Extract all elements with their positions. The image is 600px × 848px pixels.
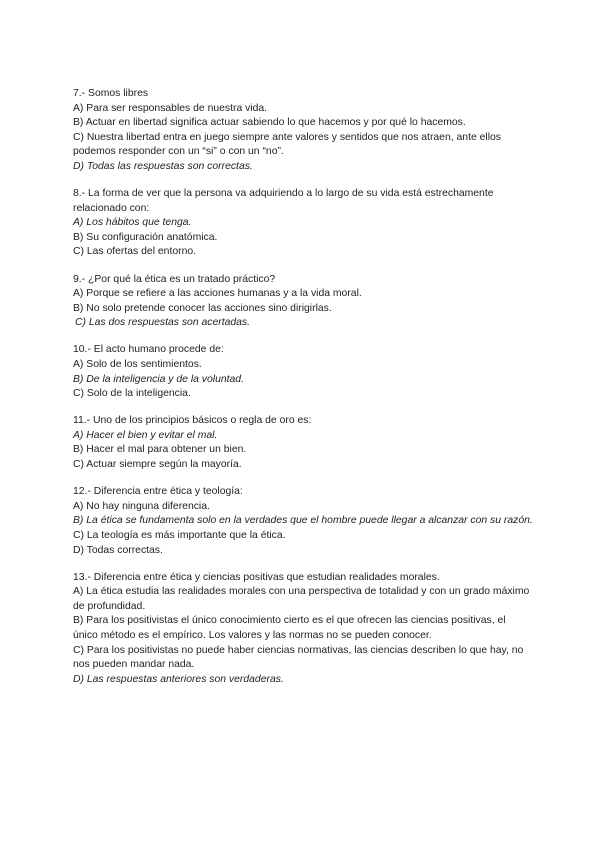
answer-option-a: A) No hay ninguna diferencia.: [73, 500, 210, 512]
answer-option-b: B) Para los positivistas el único conocimiento cierto es el que ofrecen las ciencias positivas, el único método es el empírico. Los valores y las normas no se pueden conocer.: [73, 615, 506, 641]
answer-option-a: A) La ética estudia las realidades morales con una perspectiva de totalidad y con un grado máximo de profundidad.: [73, 586, 530, 612]
question-title: 8.- La forma de ver que la persona va adquiriendo a lo largo de su vida está estrechamente relacionado con:: [73, 188, 494, 214]
answer-option-a: A) Solo de los sentimientos.: [73, 359, 202, 370]
answer-option-c: C) Solo de la inteligencia.: [73, 388, 191, 400]
answer-option-a: A) Para ser responsables de nuestra vida.: [73, 102, 268, 114]
answer-option-a-correct: A) Hacer el bien y evitar el mal.: [73, 429, 218, 441]
answer-option-c: C) Actuar siempre según la mayoría.: [73, 459, 242, 471]
question-11: [73, 414, 533, 472]
answer-option-c-correct: C) Las dos respuestas son acertadas.: [75, 317, 251, 329]
answer-option-c: C) Las ofertas del entorno.: [73, 246, 197, 258]
answer-option-a: A) Porque se refiere a las acciones humanas y a la vida moral.: [73, 288, 362, 300]
question-13: [73, 571, 533, 688]
answer-option-a-correct: A) Los hábitos que tenga.: [73, 217, 192, 229]
quiz-content: [73, 87, 533, 700]
question-8: [73, 187, 533, 260]
answer-option-b: B) No solo pretende conocer las acciones sino dirigirlas.: [73, 302, 332, 314]
answer-option-c: C) La teología es más importante que la ética.: [73, 529, 286, 541]
answer-option-b: B) Actuar en libertad significa actuar sabiendo lo que hacemos y por qué lo hacemos.: [73, 117, 466, 129]
answer-option-b-correct: B) De la inteligencia y de la voluntad.: [73, 373, 244, 385]
question-12: [73, 485, 533, 558]
question-9: [73, 273, 533, 331]
answer-option-d-correct: D) Las respuestas anteriores son verdaderas.: [73, 673, 284, 685]
answer-option-c: C) Nuestra libertad entra en juego siempre ante valores y sentidos que nos atraen, ante ellos podemos responder con un “si” o con un “no”.: [73, 131, 501, 158]
question-title: 11.- Uno de los principios básicos o regla de oro es:: [73, 415, 312, 427]
question-title: 7.- Somos libres: [73, 88, 149, 99]
answer-option-d-correct: D) Todas las respuestas son correctas.: [73, 160, 253, 172]
question-title: 12.- Diferencia entre ética y teología:: [73, 486, 243, 498]
answer-option-c: C) Para los positivistas no puede haber ciencias normativas, las ciencias describen lo que hay, no nos pueden mandar nada.: [73, 644, 524, 671]
question-title: 9.- ¿Por qué la ética es un tratado práctico?: [73, 273, 276, 285]
question-7: [73, 87, 533, 175]
question-title: 13.- Diferencia entre ética y ciencias positivas que estudian realidades morales.: [73, 571, 440, 583]
question-title: 10.- El acto humano procede de:: [73, 344, 224, 356]
answer-option-b: B) Su configuración anatómica.: [73, 231, 218, 243]
answer-option-d: D) Todas correctas.: [73, 544, 163, 556]
question-10: [73, 343, 533, 401]
answer-option-b-correct: B) La ética se fundamenta solo en la verdades que el hombre puede llegar a alcanzar con su razón.: [73, 515, 533, 527]
answer-option-b: B) Hacer el mal para obtener un bien.: [73, 444, 247, 456]
